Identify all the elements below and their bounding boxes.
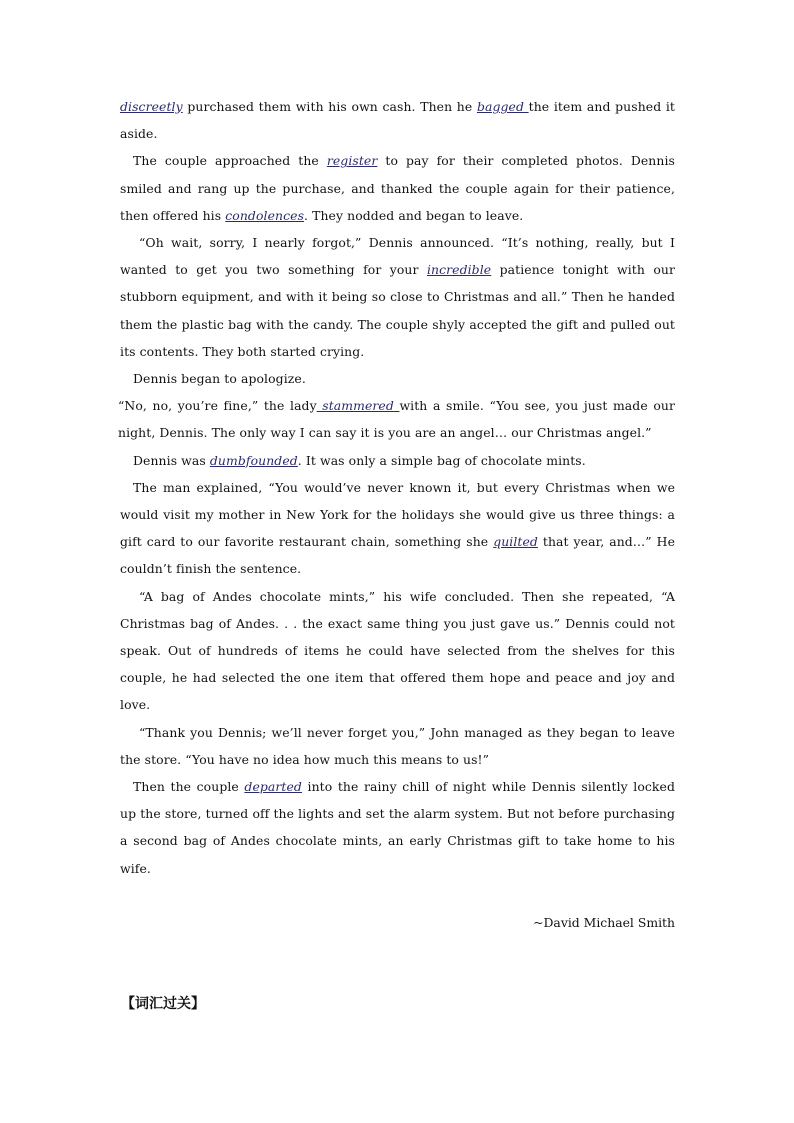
vocab-word: dumbfounded xyxy=(209,452,298,468)
paragraph-text: patience tonight with our stubborn equipment, and with it being so close to Christmas and all.” Then he handed them the plastic bag with the candy. The couple shyly accepted the gift and pulled out its contents. They both started crying. xyxy=(120,262,675,359)
paragraph-1 xyxy=(120,93,675,147)
paragraph-2 xyxy=(120,147,675,229)
section-heading-vocabulary: 【词汇过关】 xyxy=(121,996,205,1012)
paragraph-text: “Oh wait, sorry, I nearly forgot,” Dennis announced. “It’s nothing, really, but I wanted to get you two something for your xyxy=(120,235,675,278)
paragraph-6 xyxy=(120,447,675,474)
paragraph-5 xyxy=(118,392,675,446)
vocab-word: bagged xyxy=(476,99,529,114)
paragraph-8 xyxy=(120,583,675,719)
paragraph-text: that year, and…” He couldn’t finish the sentence. xyxy=(120,534,675,577)
paragraph-text: . They nodded and began to leave. xyxy=(304,207,524,223)
paragraph-9 xyxy=(120,719,675,773)
paragraph-text: . It was only a simple bag of chocolate mints. xyxy=(297,452,586,468)
paragraph-text: The couple approached the xyxy=(133,153,327,169)
vocab-word: quilted xyxy=(493,534,538,550)
paragraph-text: Then the couple xyxy=(133,779,245,795)
paragraph-text: with a smile. “You see, you just made our night, Dennis. The only way I can say it is you are an angel… our Christmas angel.” xyxy=(118,398,675,441)
paragraph-text: the item and pushed it aside. xyxy=(120,99,676,142)
vocab-word: discreetly xyxy=(120,99,183,114)
author-signature: ~David Michael Smith xyxy=(533,915,675,930)
paragraph-text: The man explained, “You would’ve never known it, but every Christmas when we would visit my mother in New York for the holidays she would give us three things: a gift card to our favorite restaurant chain, something she xyxy=(120,479,675,550)
paragraph-text: “Thank you Dennis; we’ll never forget you,” John managed as they began to leave the store. “You have no idea how much this means to us!” xyxy=(120,724,675,767)
article-body xyxy=(120,93,675,882)
paragraph-10 xyxy=(120,773,675,882)
paragraph-text: “No, no, you’re fine,” the lady xyxy=(118,398,317,414)
paragraph-text: Dennis began to apologize. xyxy=(133,371,306,387)
paragraph-text: purchased them with his own cash. Then he xyxy=(182,99,477,114)
paragraph-text: “A bag of Andes chocolate mints,” his wife concluded. Then she repeated, “A Christmas bag of Andes. . . the exact same thing you just gave us.” Dennis could not speak. Out of hundreds of items he could have selected from the shelves for this couple, he had selected the one item that offered them hope and peace and joy and love. xyxy=(120,588,675,713)
vocab-word: departed xyxy=(244,779,302,795)
paragraph-7 xyxy=(120,474,675,583)
paragraph-text: Dennis was xyxy=(133,452,210,468)
paragraph-text: to pay for their completed photos. Dennis smiled and rang up the purchase, and thanked the couple again for their patience, then offered his xyxy=(120,153,675,223)
vocab-word: register xyxy=(326,153,378,169)
vocab-word: stammered xyxy=(316,398,400,414)
vocab-word: incredible xyxy=(426,262,492,278)
paragraph-3 xyxy=(120,229,675,365)
paragraph-text: into the rainy chill of night while Dennis silently locked up the store, turned off the lights and set the alarm system. But not before purchasing a second bag of Andes chocolate mints, an early Christmas gift to take home to his wife. xyxy=(120,779,676,876)
paragraph-4 xyxy=(120,365,675,392)
vocab-word: condolences xyxy=(225,207,305,223)
